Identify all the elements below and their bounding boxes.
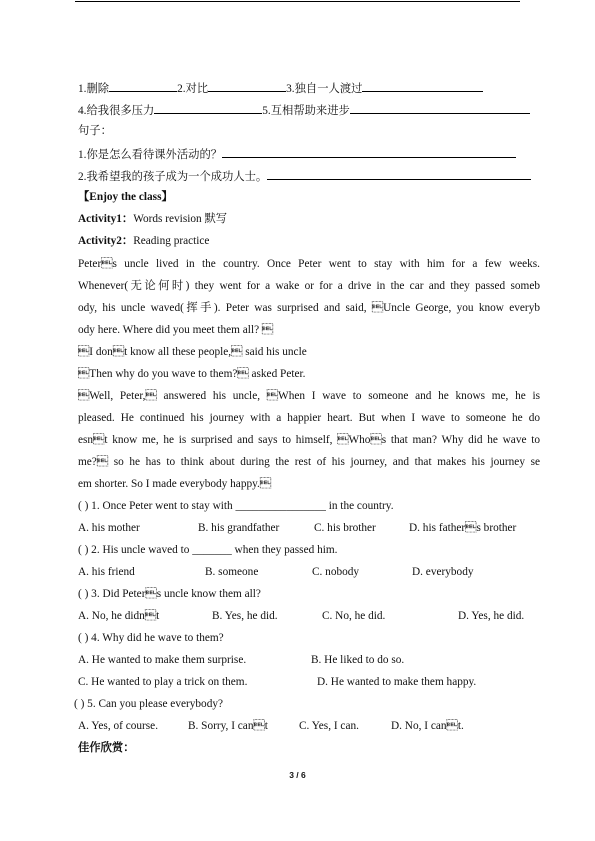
option[interactable]: C. Yes, I can. <box>299 720 359 732</box>
option[interactable]: C. nobody <box>312 566 360 578</box>
question-1-stem: ( ) 1. Once Peter went to stay with ________________ in the country. <box>78 500 394 512</box>
enjoy-heading: 【Enjoy the class】 <box>78 191 173 203</box>
option[interactable]: A. his mother <box>78 522 140 534</box>
passage-line: Whenever(无论何时) they went for a wake or for a drive in the car and they passed someb <box>78 280 540 292</box>
vocab-item-1: 1.删除 <box>78 83 110 95</box>
option[interactable]: B. Yes, he did. <box>212 610 278 622</box>
vocab-item-2: 2.对比 <box>177 83 209 95</box>
passage-line: Peters uncle lived in the country. Once Peter went to stay with him for a few weeks. <box>78 258 540 270</box>
passage-line: ody, his uncle waved(挥手). Peter was surprised and said, Uncle George, you know everyb <box>78 302 540 314</box>
option[interactable]: A. his friend <box>78 566 135 578</box>
answer-blank[interactable] <box>109 80 177 92</box>
passage-line: Well, Peter, answered his uncle, When I wave to someone and he knows me, he is <box>78 390 540 402</box>
option[interactable]: A. He wanted to make them surprise. <box>78 654 247 666</box>
option[interactable]: C. No, he did. <box>322 610 386 622</box>
top-rule <box>75 1 520 2</box>
option[interactable]: D. Yes, he did. <box>458 610 525 622</box>
vocab-item-4: 4.给我很多压力 <box>78 105 155 117</box>
question-2-stem: ( ) 2. His uncle waved to _______ when they passed him. <box>78 544 338 556</box>
activity-2: Activity2：Reading practice <box>78 235 210 247</box>
vocab-row-1 <box>78 80 483 96</box>
answer-blank[interactable] <box>350 102 530 114</box>
option[interactable]: B. someone <box>205 566 259 578</box>
option[interactable]: D. No, I cant. <box>391 720 464 732</box>
passage-line: esnt know me, he is surprised and says to himself, Whos that man? Why did he wave to <box>78 434 540 446</box>
vocab-item-5: 5.互相帮助来进步 <box>262 105 350 117</box>
answer-blank[interactable] <box>362 80 483 92</box>
passage-line: I dont know all these people, said his uncle <box>78 346 307 358</box>
question-4-stem: ( ) 4. Why did he wave to them? <box>78 632 224 644</box>
appreciation-heading: 佳作欣赏： <box>78 742 135 754</box>
option[interactable]: D. everybody <box>412 566 474 578</box>
option[interactable]: D. He wanted to make them happy. <box>317 676 477 688</box>
option[interactable]: B. Sorry, I cant <box>188 720 268 732</box>
passage-line: Then why do you wave to them? asked Peter. <box>78 368 306 380</box>
option[interactable]: B. his grandfather <box>198 522 280 534</box>
passage-line: me? so he has to think about during the rest of his journey, and that makes his journey se <box>78 456 540 468</box>
page-number: 3 / 6 <box>289 770 306 780</box>
answer-blank[interactable] <box>267 168 531 180</box>
passage-line: ody here. Where did you meet them all?  <box>78 324 274 336</box>
question-3-stem: ( ) 3. Did Peters uncle know them all? <box>78 588 261 600</box>
sentence-1: 1.你是怎么看待课外活动的？ <box>78 146 516 162</box>
question-5-stem: ( ) 5. Can you please everybody? <box>74 698 224 710</box>
answer-blank[interactable] <box>154 102 262 114</box>
option[interactable]: A. No, he didnt <box>78 610 160 622</box>
option[interactable]: C. He wanted to play a trick on them. <box>78 676 248 688</box>
passage-line: pleased. He continued his journey with a happier heart. But when I wave to someone he do <box>78 412 540 424</box>
vocab-item-3: 3.独自一人渡过 <box>286 83 363 95</box>
option[interactable]: D. his fathers brother <box>409 522 517 534</box>
answer-blank[interactable] <box>208 80 286 92</box>
sentences-heading: 句子： <box>78 125 112 137</box>
option[interactable]: C. his brother <box>314 522 376 534</box>
answer-blank[interactable] <box>222 146 516 158</box>
vocab-row-2 <box>78 102 530 118</box>
activity-1: Activity1：Words revision 默写 <box>78 213 228 225</box>
sentence-2: 2.我希望我的孩子成为一个成功人士。 <box>78 168 531 184</box>
passage-line: em shorter. So I made everybody happy. <box>78 478 272 490</box>
option[interactable]: B. He liked to do so. <box>311 654 405 666</box>
option[interactable]: A. Yes, of course. <box>78 720 159 732</box>
